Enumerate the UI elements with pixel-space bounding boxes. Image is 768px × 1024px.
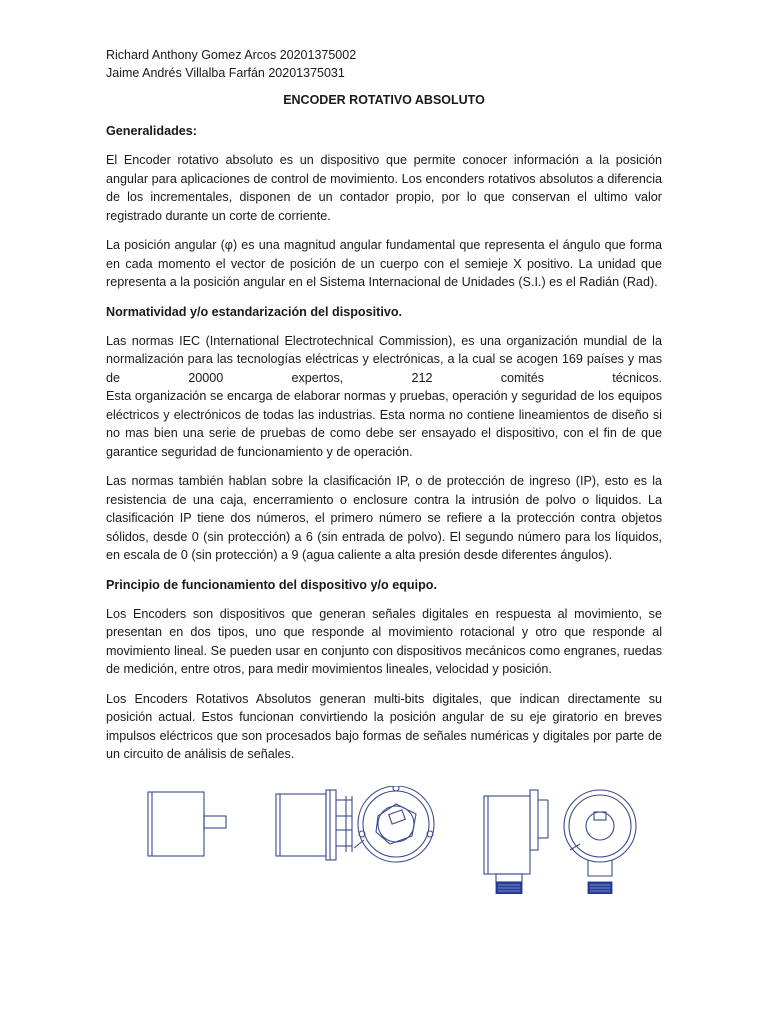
encoder-drawings-svg xyxy=(140,786,650,894)
paragraph: Los Encoders Rotativos Absolutos generan multi-bits digitales, que indican directamente su posición actual. Estos funcionan convirtiendo la posición angular de su eje giratorio en breves impulsos eléctricos que son procesados bajo formas de señales numéricas y digitales por parte de un circuito de análisis de señales. xyxy=(106,691,662,761)
section-heading-principio: Principio de funcionamiento del dispositivo y/o equipo. xyxy=(106,577,437,592)
encoder-front-view-1 xyxy=(354,786,434,862)
section-heading-normatividad: Normatividad y/o estandarización del dispositivo. xyxy=(106,304,403,319)
document-body xyxy=(106,122,662,775)
encoder-front-view-2 xyxy=(564,790,636,876)
section-heading-generalidades: Generalidades: xyxy=(106,124,197,138)
encoder-side-view-1 xyxy=(148,792,226,856)
document-title: ENCODER ROTATIVO ABSOLUTO xyxy=(283,93,485,107)
paragraph: La posición angular (φ) es una magnitud angular fundamental que representa el ángulo que forma en cada momento el vector de posición de un cuerpo con el semieje X positivo. La unidad que representa a la posición angular en el Sistema Internacional de Unidades (S.I.) es el Radián (Rad). xyxy=(106,238,662,289)
encoder-side-view-2 xyxy=(276,790,352,860)
paragraph: Esta organización se encarga de elaborar normas y pruebas, operación y seguridad de los equipos eléctricos y electrónicos de todas las industrias. Esta norma no contiene lineamientos de diseño si no mas bien una serie de pruebas de como debe ser ensayado el dispositivo, con el fin de que garantice seguridad de funcionamiento y de operación. xyxy=(106,389,662,459)
authors-block xyxy=(106,46,356,82)
author-line: Richard Anthony Gomez Arcos 20201375002 xyxy=(106,48,357,62)
paragraph: Las normas IEC (International Electrotechnical Commission), es una organización mundial de la normalización para las tecnologías eléctricas y electrónicas, a la cual se acogen 169 países y mas de 20000 expertos, 212 comités técnicos. xyxy=(106,333,662,385)
encoder-side-view-3 xyxy=(484,790,548,882)
paragraph: Las normas también hablan sobre la clasificación IP, o de protección de ingreso (IP), esto es la resistencia de una caja, encerramiento o enclosure contra la intrusión de polvo o liquidos. La clasificación IP tiene dos números, el primero número se refiere a la protección contra objetos sólidos, desde 0 (sin protección) a 6 (sin entrada de polvo). El segundo número para los líquidos, en escala de 0 (sin protección) a 9 (agua caliente a alta presión desde diferentes ángulos). xyxy=(106,474,662,562)
author-line: Jaime Andrés Villalba Farfán 20201375031 xyxy=(106,66,345,80)
paragraph: El Encoder rotativo absoluto es un dispositivo que permite conocer información a la posición angular para aplicaciones de control de movimiento. Los enconders rotativos absolutos a diferencia de los incrementales, disponen de un contador propio, por lo que conservan el ultimo valor registrado durante un corte de corriente. xyxy=(106,153,662,223)
encoder-technical-drawings xyxy=(140,786,650,894)
paragraph: Los Encoders son dispositivos que generan señales digitales en respuesta al movimiento, se presentan en dos tipos, uno que responde al movimiento rotacional y otro que responde al movimiento lineal. Se pueden usar en conjunto con dispositivos mecánicos como engranes, ruedas de medición, entre otros, para medir movimientos lineales, velocidad y posición. xyxy=(106,606,662,676)
